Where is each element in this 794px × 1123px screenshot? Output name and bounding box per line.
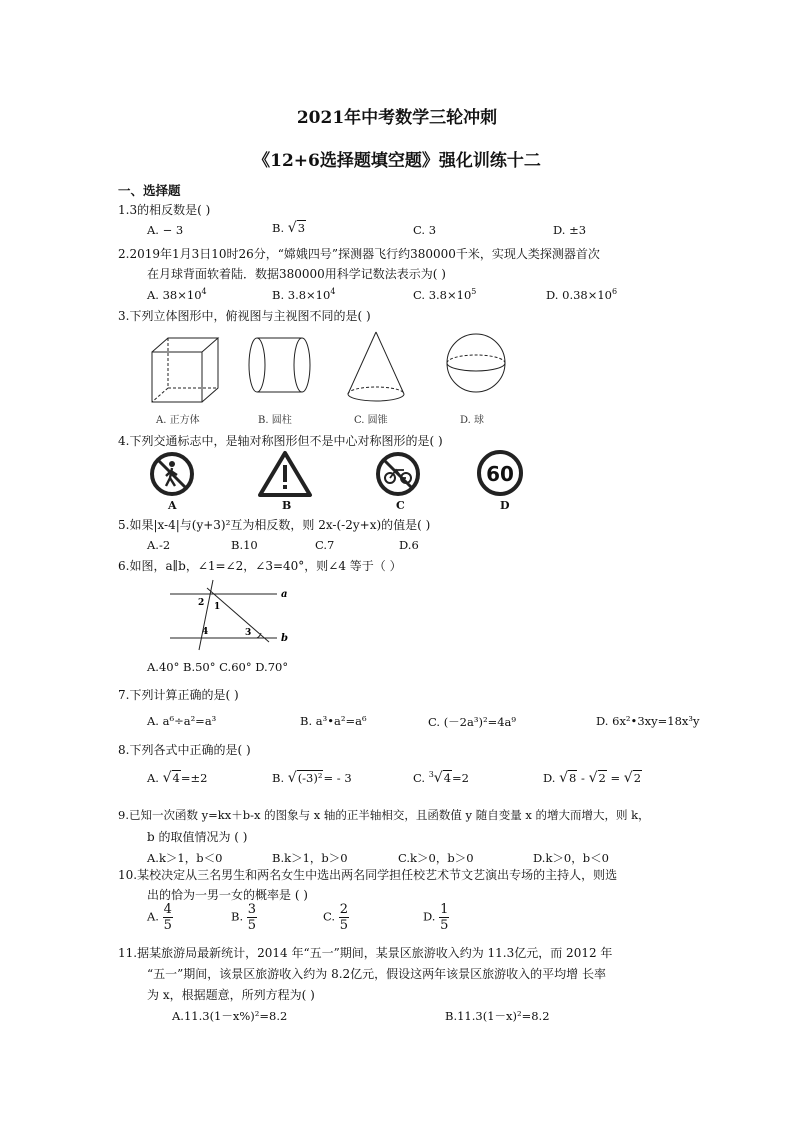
q6-options: A.40° B.50° C.60° D.70° <box>147 660 289 674</box>
q2-option-d-exp: 6 <box>612 287 618 296</box>
q9-line-1: 9.已知一次函数 y=kx＋b-x 的图象与 x 轴的正半轴相交，且函数值 y 随自变量 x 的增大而增大，则 k， <box>118 808 650 822</box>
q8-a-prefix: A. <box>147 771 163 785</box>
sqrt-icon: √ <box>287 770 297 786</box>
q10-option-c <box>323 903 349 932</box>
q7-stem: 7.下列计算正确的是( ) <box>118 688 239 702</box>
q3-caption-b: B. 圆柱 <box>258 415 292 426</box>
q10-option-a <box>147 903 173 932</box>
q5-option-b: B.10 <box>231 538 258 552</box>
q10-c-prefix: C. <box>323 909 339 924</box>
q8-a-rest: =±2 <box>180 771 208 785</box>
q10-d-fraction <box>439 903 449 932</box>
speed-limit-sign-icon <box>479 452 521 494</box>
q8-option-b <box>272 770 352 786</box>
q8-b-prefix: B. <box>272 771 288 785</box>
q8-stem: 8.下列各式中正确的是( ) <box>118 743 251 757</box>
q10-a-prefix: A. <box>147 909 163 924</box>
q10-b-prefix: B. <box>231 909 247 924</box>
q4-label-c: C <box>396 499 405 512</box>
sqrt-icon: √ <box>588 770 598 786</box>
q11-line-1: 11.据某旅游局最新统计，2014 年“五一”期间，某景区旅游收入约为 11.3亿元，而 2012 年 <box>118 946 613 960</box>
q10-option-b <box>231 903 257 932</box>
cone-icon <box>348 332 404 401</box>
label-angle-3: 3 <box>245 628 252 638</box>
q10-a-numerator: 4 <box>163 902 172 917</box>
sqrt-icon: √ <box>623 770 633 786</box>
q10-line-2: 出的恰为一男一女的概率是 ( ) <box>147 888 308 902</box>
q10-a-fraction <box>163 903 173 932</box>
q8-c-rest: =2 <box>452 771 469 785</box>
q5-option-a: A.-2 <box>147 538 171 552</box>
q8-d-radicand-3: 2 <box>633 771 642 785</box>
q4-label-d: D <box>500 499 510 512</box>
speed-limit-value: 60 <box>486 462 514 486</box>
label-b: b <box>281 633 288 644</box>
q2-option-d-base: D. 0.38×10 <box>546 287 612 302</box>
q9-option-c: C.k＞0，b＞0 <box>398 851 474 865</box>
q1-option-b-radicand: 3 <box>297 221 306 235</box>
q7-option-d: D. 6x²•3xy=18x³y <box>596 714 700 728</box>
q9-option-b: B.k＞1，b＞0 <box>272 851 348 865</box>
sphere-icon <box>447 334 505 392</box>
q10-c-fraction <box>339 903 349 932</box>
q9-line-2: b 的取值情况为 ( ) <box>147 830 248 844</box>
q2-option-a <box>147 287 207 302</box>
q8-d-prefix: D. <box>543 771 560 785</box>
q8-option-c <box>413 770 469 786</box>
q8-d-equals: = <box>606 771 624 785</box>
q9-option-d: D.k＞0，b＜0 <box>533 851 609 865</box>
q10-option-d <box>423 903 449 932</box>
transversal-1 <box>199 580 213 650</box>
q6-parallel-lines-figure <box>165 578 300 653</box>
q10-a-denominator: 5 <box>163 918 172 933</box>
q8-option-a <box>147 770 207 786</box>
q10-d-prefix: D. <box>423 909 440 924</box>
q8-d-radicand-1: 8 <box>569 771 577 785</box>
label-angle-4: 4 <box>202 627 209 637</box>
q10-d-denominator: 5 <box>440 918 449 933</box>
q1-option-d: D. ±3 <box>553 223 587 237</box>
q10-line-1: 10.某校决定从三名男生和两名女生中选出两名同学担任校艺术节文艺演出专场的主持人，则选 <box>118 868 618 882</box>
no-bicycle-sign-icon <box>378 454 418 494</box>
q8-c-prefix: C. <box>413 771 429 785</box>
q8-c-radicand: 4 <box>443 771 452 785</box>
q2-line-2: 在月球背面软着陆．数据380000用科学记数法表示为( ) <box>147 267 446 281</box>
q2-option-c <box>413 287 476 302</box>
cube-icon <box>152 338 218 402</box>
q4-label-b: B <box>282 499 292 512</box>
q2-option-b-base: B. 3.8×10 <box>272 287 331 302</box>
q2-option-a-base: A. 38×10 <box>147 287 202 302</box>
label-a: a <box>281 589 288 600</box>
q4-traffic-signs <box>148 450 528 500</box>
q5-stem: 5.如果|x-4|与(y+3)²互为相反数，则 2x-(-2y+x)的值是( ) <box>118 518 431 532</box>
q8-b-radicand: (-3)² <box>297 771 323 785</box>
q1-option-b <box>272 220 306 236</box>
q2-option-b <box>272 287 335 302</box>
q3-stem: 3.下列立体图形中，俯视图与主视图不同的是( ) <box>118 309 371 323</box>
cube-root-icon: √ <box>433 770 443 786</box>
q11-option-a: A.11.3(1－x%)²=8.2 <box>172 1009 288 1023</box>
q2-option-c-base: C. 3.8×10 <box>413 287 472 302</box>
q9-option-a: A.k＞1，b＜0 <box>147 851 223 865</box>
q1-option-c: C. 3 <box>413 223 437 237</box>
q8-c-root-index: 3 <box>428 770 434 780</box>
q8-a-radicand: 4 <box>172 771 180 785</box>
section-heading-choice: 一、选择题 <box>118 183 181 198</box>
no-pedestrian-sign-icon <box>152 454 192 494</box>
transversal-2 <box>207 588 269 642</box>
q8-d-radicand-2: 2 <box>598 771 606 785</box>
title-line-2: 《12+6选择题填空题》强化训练十二 <box>253 151 541 171</box>
cylinder-icon <box>249 338 310 392</box>
q5-option-d: D.6 <box>399 538 419 552</box>
q2-option-c-exp: 5 <box>471 287 477 296</box>
q10-d-numerator: 1 <box>440 902 449 917</box>
q1-stem: 1.3的相反数是( ) <box>118 203 211 217</box>
q10-c-numerator: 2 <box>339 902 348 917</box>
title-line-1: 2021年中考数学三轮冲刺 <box>296 108 498 128</box>
q10-b-fraction <box>247 903 257 932</box>
q8-d-minus: - <box>577 771 589 785</box>
q2-option-d <box>546 287 617 302</box>
q3-caption-c: C. 圆锥 <box>354 415 388 426</box>
q11-line-3: 为 x，根据题意，所列方程为( ) <box>147 988 315 1002</box>
sqrt-icon: √ <box>287 220 297 236</box>
q1-option-b-prefix: B. <box>272 221 288 235</box>
q2-option-b-exp: 4 <box>330 287 336 296</box>
q1-option-a: A. − 3 <box>147 223 184 237</box>
q4-stem: 4.下列交通标志中，是轴对称图形但不是中心对称图形的是( ) <box>118 434 443 448</box>
sqrt-icon: √ <box>559 770 569 786</box>
q3-caption-a: A. 正方体 <box>156 415 200 426</box>
q8-b-rest: = - 3 <box>323 771 352 785</box>
sqrt-icon: √ <box>162 770 172 786</box>
q8-option-d <box>543 770 642 786</box>
q2-line-1: 2.2019年1月3日10时26分，“嫦娥四号”探测器飞行约380000千米，实现人类探测器首次 <box>118 247 600 261</box>
q2-option-a-exp: 4 <box>201 287 207 296</box>
q7-option-a: A. a⁶÷a²=a³ <box>147 714 217 728</box>
label-angle-1: 1 <box>214 602 221 612</box>
warning-sign-icon <box>260 453 310 495</box>
q3-caption-d: D. 球 <box>460 415 485 426</box>
q10-c-denominator: 5 <box>339 918 348 933</box>
q4-label-a: A <box>168 499 177 512</box>
q5-option-c: C.7 <box>315 538 335 552</box>
q6-stem: 6.如图，a∥b，∠1=∠2，∠3=40°，则∠4 等于（ ） <box>118 559 402 573</box>
q7-option-b: B. a³•a²=a⁶ <box>300 714 367 728</box>
q7-option-c: C. (－2a³)²=4a⁹ <box>428 715 516 729</box>
q10-b-denominator: 5 <box>247 918 257 933</box>
q10-b-numerator: 3 <box>247 902 257 917</box>
q11-line-2: “五一”期间，该景区旅游收入约为 8.2亿元，假设这两年该景区旅游收入的平均增 长率 <box>147 967 606 981</box>
q11-option-b: B.11.3(1－x)²=8.2 <box>445 1009 550 1023</box>
label-angle-2: 2 <box>198 598 205 608</box>
